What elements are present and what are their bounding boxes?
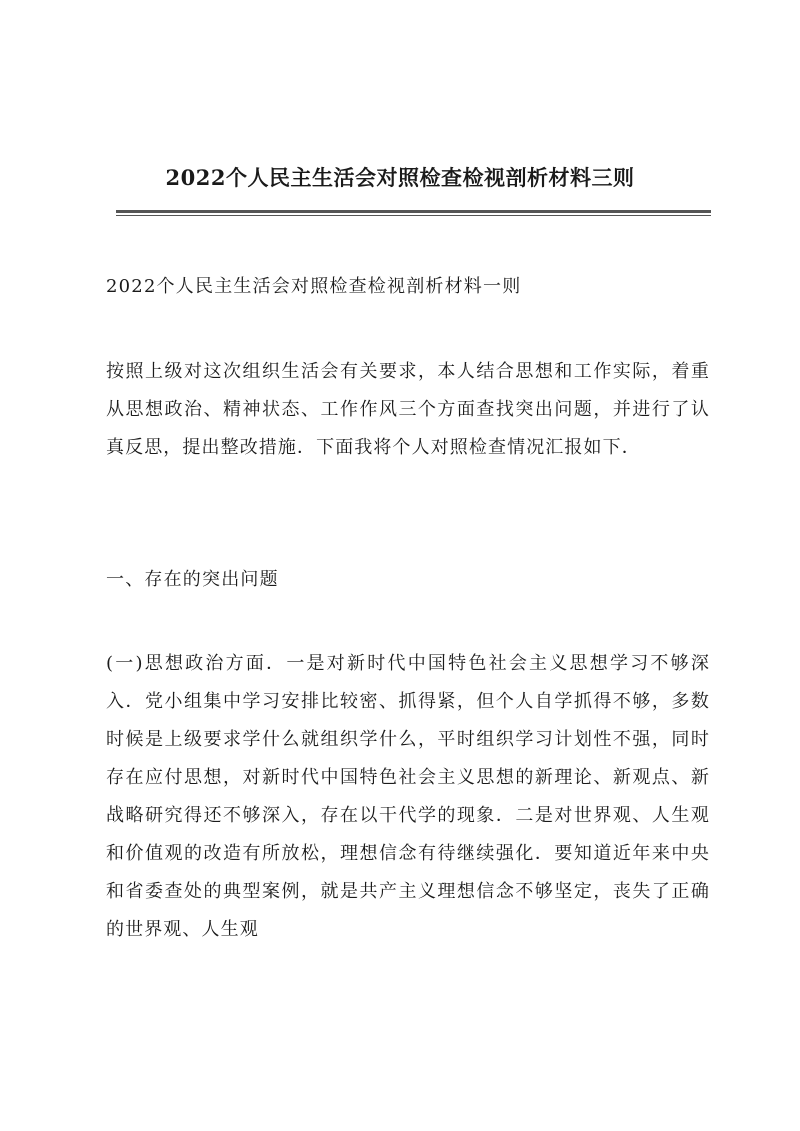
section-heading: 一、存在的突出问题: [106, 569, 279, 590]
intro-paragraph: 按照上级对这次组织生活会有关要求，本人结合思想和工作实际，着重从思想政治、精神状态、工作作风三个方面查找突出问题，并进行了认真反思，提出整改措施．下面我将个人对照检查情况汇报如下．: [106, 361, 710, 458]
title-divider-thin: [116, 215, 711, 216]
section-paragraph: (一)思想政治方面．一是对新时代中国特色社会主义思想学习不够深入．党小组集中学习安排比较密、抓得紧，但个人自学抓得不够，多数时候是上级要求学什么就组织学什么，平时组织学习计划性不强，同时存在应付思想，对新时代中国特色社会主义思想的新理论、新观点、新战略研究得还不够深入，存在以干代学的现象．二是对世界观、人生观和价值观的改造有所放松，理想信念有待继续强化．要知道近年来中央和省委查处的典型案例，就是共产主义理想信念不够坚定，丧失了正确的世界观、人生观: [106, 653, 710, 940]
title-divider-thick: [116, 210, 711, 213]
document-subtitle: 2022个人民主生活会对照检查检视剖析材料一则: [106, 276, 522, 297]
document-title: 2022个人民主生活会对照检查检视剖析材料三则: [165, 165, 635, 190]
